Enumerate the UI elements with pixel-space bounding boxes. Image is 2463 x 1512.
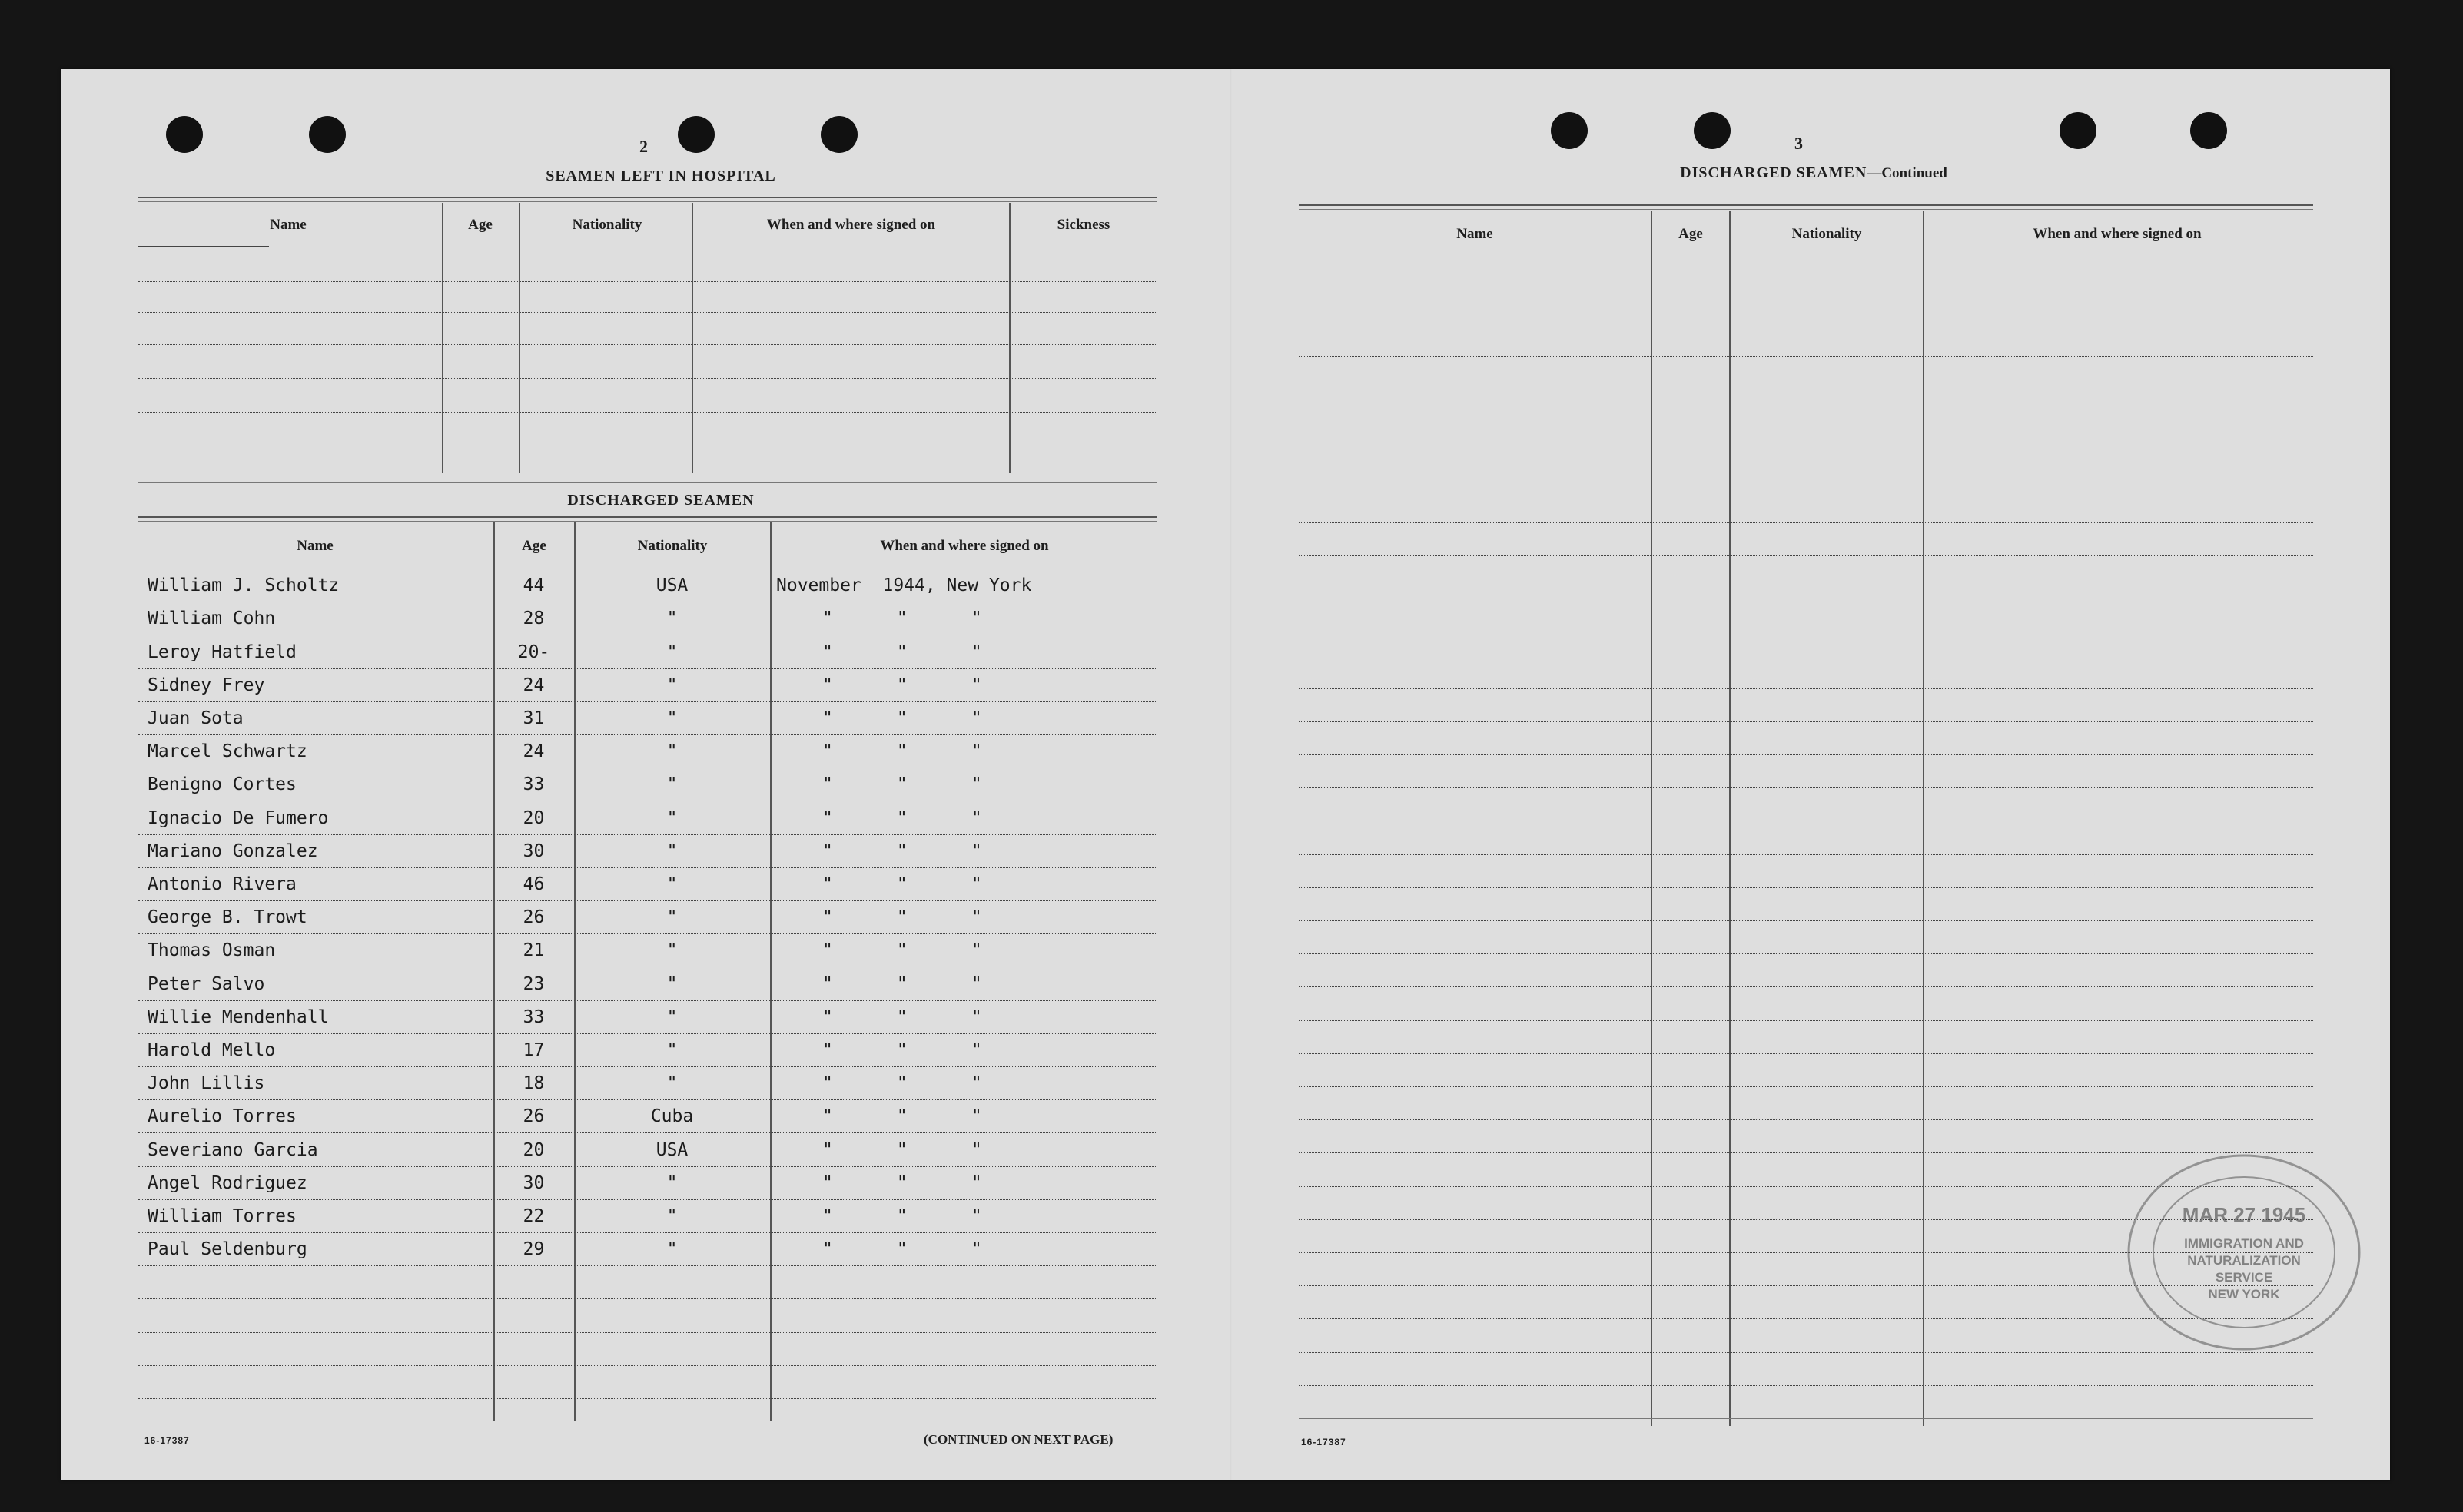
column-header-name: Name [270, 217, 307, 233]
form-code: 16-17387 [144, 1435, 190, 1446]
row-rule [1299, 920, 2313, 921]
seaman-name-cell: Harold Mello [148, 1040, 276, 1060]
seaman-nationality-cell: Cuba [650, 1106, 694, 1126]
seaman-nationality-cell: " [666, 642, 678, 662]
seaman-nationality-cell: " [666, 1007, 678, 1027]
column-header-sickness: Sickness [1057, 217, 1110, 233]
title-suffix: —Continued [1867, 165, 1947, 181]
seaman-name-cell: Marcel Schwartz [148, 741, 307, 761]
row-rule [138, 1166, 1157, 1167]
seaman-nationality-cell: " [666, 974, 678, 994]
left-page [61, 69, 1230, 1480]
seaman-nationality-cell: " [666, 1073, 678, 1093]
seaman-age-cell: 20 [523, 1140, 545, 1160]
row-rule [138, 900, 1157, 901]
seaman-name-cell: Leroy Hatfield [148, 642, 297, 662]
hospital-section-title: SEAMEN LEFT IN HOSPITAL [546, 167, 776, 184]
seaman-nationality-cell: " [666, 907, 678, 927]
table-rule [1299, 204, 2313, 206]
page-number: 2 [639, 137, 648, 156]
row-rule [1299, 1086, 2313, 1087]
seaman-nationality-cell: " [666, 940, 678, 960]
table-rule [1299, 1418, 2313, 1419]
table-rule [138, 201, 1157, 202]
seaman-name-cell: Paul Seldenburg [148, 1239, 307, 1259]
seaman-signed-cell: " " " [822, 675, 982, 695]
seaman-signed-cell: " " " [822, 1173, 982, 1193]
seaman-name-cell: Aurelio Torres [148, 1106, 297, 1126]
table-rule [138, 516, 1157, 518]
column-divider [692, 203, 693, 473]
seaman-age-cell: 46 [523, 874, 545, 894]
row-rule [138, 1365, 1157, 1366]
discharged-continued-title [1598, 164, 2029, 182]
seaman-signed-cell: " " " [822, 1040, 982, 1060]
continued-header-row [1299, 226, 2313, 257]
seaman-age-cell: 22 [523, 1206, 545, 1226]
seaman-nationality-cell: USA [656, 575, 689, 595]
row-rule [138, 734, 1157, 735]
row-rule [138, 1000, 1157, 1001]
discharged-section-title: DISCHARGED SEAMEN [567, 492, 755, 509]
seaman-nationality-cell: USA [656, 1140, 689, 1160]
seaman-signed-cell: " " " [822, 940, 982, 960]
seaman-age-cell: 26 [523, 907, 545, 927]
seaman-name-cell: Sidney Frey [148, 675, 265, 695]
row-rule [138, 378, 1157, 379]
seaman-nationality-cell: " [666, 1239, 678, 1259]
column-header-name: Name [1456, 226, 1493, 242]
seaman-name-cell: Peter Salvo [148, 974, 265, 994]
seaman-signed-cell: " " " [822, 1073, 982, 1093]
seaman-signed-cell: " " " [822, 608, 982, 628]
row-rule [138, 1033, 1157, 1034]
discharged-header-row [138, 538, 1157, 569]
seaman-age-cell: 24 [523, 741, 545, 761]
seaman-signed-cell: " " " [822, 874, 982, 894]
continued-note: (CONTINUED ON NEXT PAGE) [924, 1432, 1114, 1447]
column-header-age: Age [1678, 226, 1703, 242]
column-divider [770, 522, 772, 1421]
table-rule [1299, 209, 2313, 210]
row-rule [138, 312, 1157, 313]
row-rule [1299, 1119, 2313, 1120]
seaman-nationality-cell: " [666, 774, 678, 794]
seaman-age-cell: 33 [523, 774, 545, 794]
seaman-signed-cell: " " " [822, 841, 982, 861]
seaman-nationality-cell: " [666, 874, 678, 894]
immigration-stamp [2121, 1145, 2367, 1360]
seaman-age-cell: 29 [523, 1239, 545, 1259]
form-code: 16-17387 [1301, 1437, 1346, 1447]
row-rule [138, 1298, 1157, 1299]
seaman-nationality-cell: " [666, 1206, 678, 1226]
row-rule [138, 668, 1157, 669]
seaman-name-cell: Benigno Cortes [148, 774, 297, 794]
seaman-signed-cell: " " " [822, 774, 982, 794]
row-rule [138, 1398, 1157, 1399]
seaman-name-cell: Angel Rodriguez [148, 1173, 307, 1193]
seaman-signed-cell: " " " [822, 907, 982, 927]
row-rule [138, 867, 1157, 868]
seaman-signed-cell: " " " [822, 974, 982, 994]
column-divider [1729, 211, 1731, 1426]
column-header-age: Age [522, 538, 546, 554]
seaman-signed-cell: " " " [822, 1007, 982, 1027]
row-rule [1299, 953, 2313, 954]
row-rule [138, 1099, 1157, 1100]
seaman-signed-cell: November 1944, New York [776, 575, 1032, 595]
seaman-name-cell: John Lillis [148, 1073, 265, 1093]
seaman-name-cell: Thomas Osman [148, 940, 276, 960]
seaman-name-cell: George B. Trowt [148, 907, 307, 927]
column-header-nationality: Nationality [572, 217, 642, 233]
row-rule [1299, 854, 2313, 855]
seaman-age-cell: 30 [523, 841, 545, 861]
seaman-nationality-cell: " [666, 1173, 678, 1193]
seaman-signed-cell: " " " [822, 808, 982, 828]
column-header-signed-on: When and where signed on [880, 538, 1049, 554]
row-rule [138, 933, 1157, 934]
document-sheet [61, 69, 2390, 1480]
row-rule [1299, 887, 2313, 888]
seaman-name-cell: Mariano Gonzalez [148, 841, 318, 861]
table-rule [138, 482, 1157, 483]
seaman-name-cell: Ignacio De Fumero [148, 808, 329, 828]
seaman-nationality-cell: " [666, 708, 678, 728]
column-divider [1009, 203, 1011, 473]
row-rule [138, 344, 1157, 345]
row-rule [138, 834, 1157, 835]
seaman-signed-cell: " " " [822, 1140, 982, 1160]
stamp-date: MAR 27 1945 [2182, 1203, 2306, 1226]
row-rule [1299, 1020, 2313, 1021]
row-rule [1299, 1385, 2313, 1386]
hospital-header-row [138, 217, 1157, 247]
seaman-nationality-cell: " [666, 808, 678, 828]
row-rule [138, 701, 1157, 702]
column-header-nationality: Nationality [1791, 226, 1862, 242]
page-number: 3 [1794, 134, 1803, 153]
row-rule [138, 281, 1157, 282]
seaman-signed-cell: " " " [822, 642, 982, 662]
seaman-signed-cell: " " " [822, 741, 982, 761]
row-rule [1299, 555, 2313, 556]
column-header-age: Age [468, 217, 493, 233]
row-rule [138, 1265, 1157, 1266]
seaman-nationality-cell: " [666, 741, 678, 761]
seaman-signed-cell: " " " [822, 1206, 982, 1226]
seaman-name-cell: William J. Scholtz [148, 575, 340, 595]
seaman-nationality-cell: " [666, 841, 678, 861]
seaman-age-cell: 18 [523, 1073, 545, 1093]
title-text: DISCHARGED SEAMEN [1680, 164, 1867, 181]
row-rule [1299, 986, 2313, 987]
row-rule [1299, 356, 2313, 357]
seaman-age-cell: 33 [523, 1007, 545, 1027]
stamp-text: NATURALIZATION [2187, 1253, 2301, 1268]
row-rule [1299, 688, 2313, 689]
seaman-nationality-cell: " [666, 675, 678, 695]
seaman-name-cell: Antonio Rivera [148, 874, 297, 894]
seaman-age-cell: 26 [523, 1106, 545, 1126]
table-rule [138, 197, 1157, 198]
seaman-signed-cell: " " " [822, 1106, 982, 1126]
seaman-age-cell: 23 [523, 974, 545, 994]
row-rule [1299, 754, 2313, 755]
row-rule [138, 1199, 1157, 1200]
right-page [1230, 69, 2390, 1480]
seaman-age-cell: 17 [523, 1040, 545, 1060]
seaman-name-cell: Willie Mendenhall [148, 1007, 329, 1027]
seaman-age-cell: 30 [523, 1173, 545, 1193]
row-rule [138, 1132, 1157, 1133]
seaman-name-cell: William Cohn [148, 608, 276, 628]
column-divider [519, 203, 520, 473]
column-divider [442, 203, 443, 473]
row-rule [138, 1332, 1157, 1333]
table-rule [138, 521, 1157, 522]
seaman-name-cell: Severiano Garcia [148, 1140, 318, 1160]
column-header-name: Name [297, 538, 334, 554]
row-rule [1299, 522, 2313, 523]
column-header-signed-on: When and where signed on [2033, 226, 2202, 242]
row-rule [1299, 1053, 2313, 1054]
seaman-age-cell: 24 [523, 675, 545, 695]
column-divider [1651, 211, 1652, 1426]
seaman-age-cell: 20- [517, 642, 550, 662]
row-rule [1299, 721, 2313, 722]
discharged-table [138, 516, 1157, 1423]
stamp-text: IMMIGRATION AND [2184, 1236, 2304, 1251]
header-underline [138, 246, 269, 247]
seaman-age-cell: 20 [523, 808, 545, 828]
column-header-nationality: Nationality [637, 538, 708, 554]
seaman-name-cell: William Torres [148, 1206, 297, 1226]
row-rule [138, 412, 1157, 413]
stamp-text: SERVICE [2215, 1270, 2273, 1285]
seaman-age-cell: 28 [523, 608, 545, 628]
seaman-nationality-cell: " [666, 1040, 678, 1060]
row-rule [138, 1066, 1157, 1067]
seaman-age-cell: 31 [523, 708, 545, 728]
seaman-age-cell: 21 [523, 940, 545, 960]
column-header-signed-on: When and where signed on [766, 217, 936, 233]
column-divider [1923, 211, 1924, 1426]
row-rule [138, 1232, 1157, 1233]
stamp-text: NEW YORK [2208, 1287, 2280, 1301]
seaman-signed-cell: " " " [822, 708, 982, 728]
seaman-nationality-cell: " [666, 608, 678, 628]
seaman-age-cell: 44 [523, 575, 545, 595]
seaman-signed-cell: " " " [822, 1239, 982, 1259]
seaman-name-cell: Juan Sota [148, 708, 244, 728]
